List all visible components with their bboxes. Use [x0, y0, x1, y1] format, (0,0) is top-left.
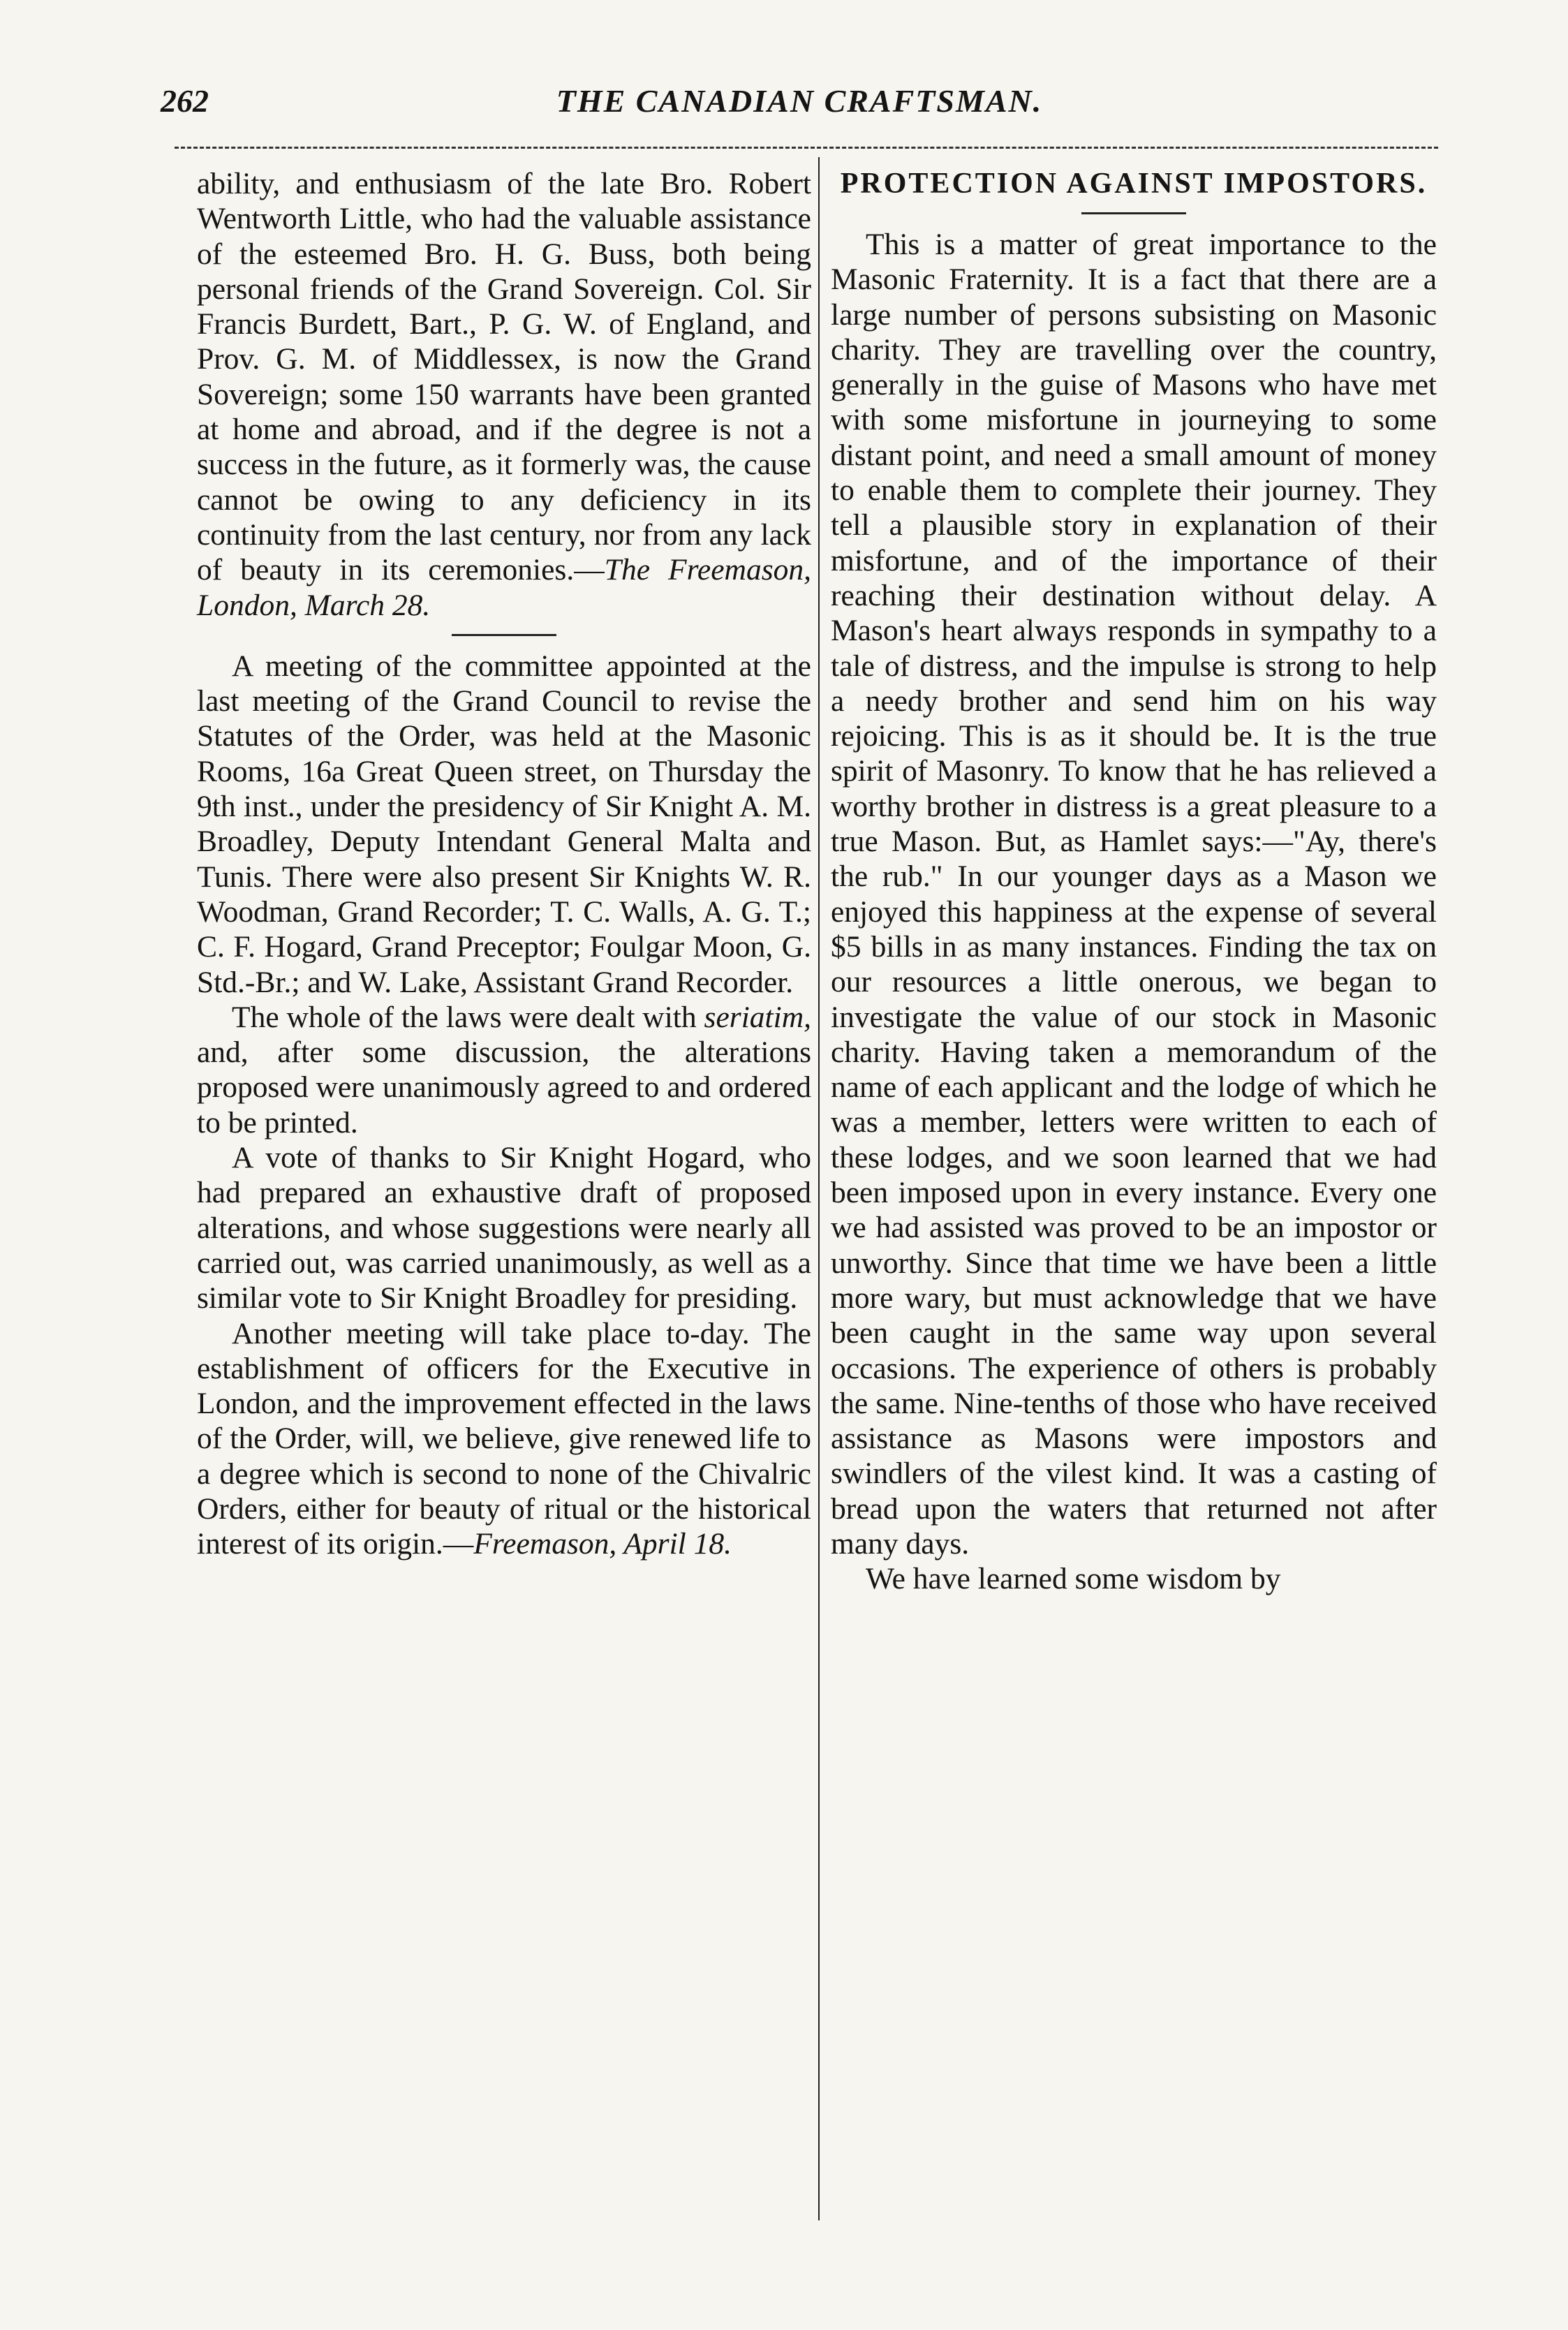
source-citation: The Freemason, London, March 28.: [197, 553, 812, 622]
meeting-paragraph: A meeting of the committee appointed at the last meeting of the Grand Council to revise the Statutes of the Order, was held at the Masonic Rooms, 16a Great Queen street, on Thursday the 9th inst., under the presidency of Sir Knight A. M. Broadley, Deputy Intendant General Malta and Tunis. There were also present Sir Knights W. R. Woodman, Grand Recorder; T. C. Walls, A. G. T.; C. F. Hogard, Grand Preceptor; Foulgar Moon, G. Std.-Br.; and W. Lake, Assistant Grand Recorder.: [197, 649, 811, 999]
running-title: THE CANADIAN CRAFTSMAN.: [556, 83, 1043, 119]
column-divider: [818, 157, 820, 2220]
impostors-paragraph: This is a matter of great importance to the Masonic Fraternity. It is a fact that there are a large number of persons subsisting on Masonic charity. They are travelling over the country, generally in the guise of Masons who have met with some misfortune in journeying to some distant point, and need a small amount of money to enable them to complete their journey. They tell a plausible story in explanation of their misfortune, and of the importance of their reaching their destination without delay. A Mason's heart always responds in sympathy to a tale of distress, and the impulse is strong to help a needy brother and send him on his way rejoicing. This is as it should be. It is the true spirit of Masonry. To know that he has relieved a worthy brother in distress is a great pleasure to a true Mason. But, as Hamlet says:—"Ay, there's the rub." In our younger days as a Mason we enjoyed this happiness at the expense of several $5 bills in as many instances. Finding the tax on our resources a little onerous, we began to investigate the value of our stock in Masonic charity. Having taken a memorandum of the name of each applicant and the lodge of which he was a member, letters were written to each of these lodges, and we soon learned that we had been imposed upon in every instance. Every one we had assisted was proved to be an impostor or unworthy. Since that time we have been a little more wary, but must acknowledge that we have been caught in the same way upon several occasions. The experience of others is probably the same. Nine-tenths of those who have received assistance as Masons were impostors and swindlers of the vilest kind. It was a casting of bread upon the waters that returned not after many days.: [831, 228, 1437, 1561]
next-meeting-paragraph: [197, 1316, 811, 1562]
left-column: [197, 166, 811, 1562]
heading-rule: [1081, 212, 1186, 214]
article-continuation-paragraph: [197, 166, 811, 623]
laws-paragraph: [197, 1000, 811, 1140]
page-header: [161, 82, 1438, 131]
paragraph-text: and, after some discussion, the alterations proposed were unanimously agreed to and ordered to be printed.: [197, 1035, 811, 1140]
section-rule: [452, 634, 556, 636]
page-number: 262: [161, 83, 209, 119]
vote-paragraph: A vote of thanks to Sir Knight Hogard, who had prepared an exhaustive draft of proposed alterations, and whose suggestions were nearly all carried out, was carried unanimously, as well as a similar vote to Sir Knight Broadley for presiding.: [197, 1141, 811, 1315]
wisdom-paragraph: We have learned some wisdom by: [866, 1562, 1281, 1596]
header-rule: [175, 147, 1438, 149]
source-citation: Freemason, April 18.: [473, 1527, 732, 1561]
right-column: [831, 166, 1437, 1597]
paragraph-text: The whole of the laws were dealt with: [232, 1000, 704, 1034]
paragraph-text: ability, and enthusiasm of the late Bro. Robert Wentworth Little, who had the valuable assistance of the esteemed Bro. H. G. Buss, both being personal friends of the Grand Sovereign. Col. Sir Francis Burdett, Bart., P. G. W. of England, and Prov. G. M. of Middlessex, is now the Grand Sovereign; some 150 warrants have been granted at home and abroad, and if the degree is not a success in the future, as it formerly was, the cause cannot be owing to any deficiency in its continuity from the last century, nor from any lack of beauty in its ceremonies.—: [197, 167, 811, 587]
article-heading: PROTECTION AGAINST IMPOSTORS.: [840, 168, 1428, 200]
paragraph-text: Another meeting will take place to-day. The establishment of officers for the Executive in London, and the improvement effected in the laws of the Order, will, we believe, give renewed life to a degree which is second to none of the Chivalric Orders, either for beauty of ritual or the historical interest of its origin.—: [197, 1316, 811, 1561]
italic-term: seriatim,: [704, 1000, 811, 1034]
